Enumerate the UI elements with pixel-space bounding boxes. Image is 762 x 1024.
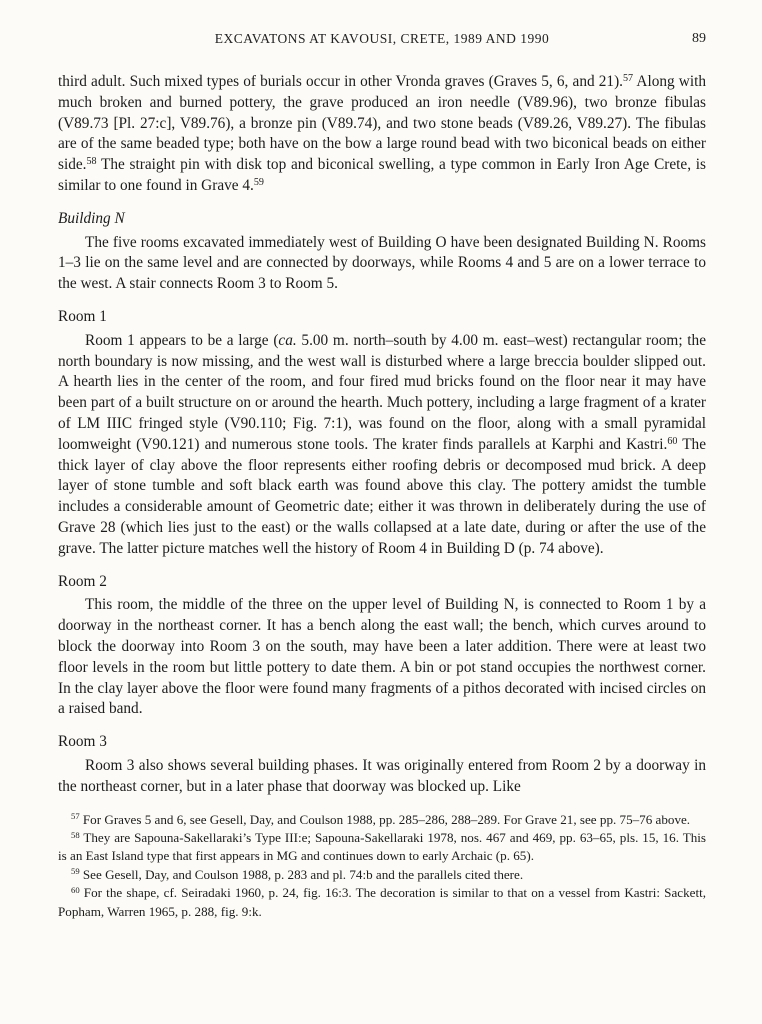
footnote-text: They are Sapouna-Sakellaraki’s Type III:e; Sapouna-Sakellaraki 1978, nos. 467 and 469, pp. 63–65, pls. 15, 16. This is an East Island type that first appears in MG and continues down to early Archaic (p. 65). [58,829,706,864]
section-heading: Building N [58,209,125,227]
footnote [58,866,706,884]
page-body [58,72,706,798]
footnotes [58,811,706,921]
footnote-text: For the shape, cf. Seiradaki 1960, p. 24, fig. 16:3. The decoration is similar to that on a vessel from Kastri: Sackett, Popham, Warren 1965, p. 288, fig. 9:k. [58,885,706,919]
footnote-number: 59 [71,866,80,877]
page-number: 89 [692,31,706,46]
page-header [58,30,706,48]
text-run: Along with much broken and burned pottery, the grave produced an iron needle (V89.96), two bronze fibulas (V89.73 [Pl. 27:c], V89.76), a bronze pin (V89.74), and two stone beads (V89.26, V89.27). The fibulas are of the same beaded type; both have on the bow a large round bead with two biconical beads on either side. [58,73,707,174]
italic-run: ca. [278,331,297,349]
footnote-text: See Gesell, Day, and Coulson 1988, p. 283 and pl. 74:b and the parallels cited there. [79,866,524,882]
footnote-ref: 57 [623,72,634,84]
text-run: Room 3 also shows several building phases. It was originally entered from Room 2 by a doorway in the northeast corner, but in a later phase that doorway was blocked up. Like [58,756,706,795]
footnote-number: 58 [71,829,80,840]
footnote-number: 60 [71,884,80,895]
footnote-text: For Graves 5 and 6, see Gesell, Day, and Coulson 1988, pp. 285–286, 288–289. For Grave 21, see pp. 75–76 above. [79,811,691,827]
text-run: The thick layer of clay above the floor represents either roofing debris or decomposed mud brick. A deep layer of stone tumble and soft black earth was found above this clay. The pottery amidst the tumble includes a considerable amount of Geometric date; either it was thrown in deliberately during the use of Grave 28 (which lies just to the east) or the walls collapsed at a late date, during or after the use of the grave. The latter picture matches well the history of Room 4 in Building D (p. 74 above). [58,435,706,557]
paragraph [58,72,706,197]
running-title: EXCAVATONS AT KAVOUSI, CRETE, 1989 AND 1990 [214,31,550,46]
text-run: Room 1 appears to be a large ( [85,331,279,349]
paragraph [58,756,706,798]
paragraph [58,233,706,295]
text-run: This room, the middle of the three on the upper level of Building N, is connected to Room 1 by a doorway in the northeast corner. It has a bench along the east wall; the bench, which curves around to block the doorway into Room 3 on the south, may have been a later addition. There were at least two floor levels in the room but little pottery to date them. A bin or pot stand occupies the northwest corner. In the clay layer above the floor were found many fragments of a pithos decorated with incised circles on a raised band. [58,596,706,718]
text-run: The five rooms excavated immediately west of Building O have been designated Building N. Rooms 1–3 lie on the same level and are connected by doorways, while Rooms 4 and 5 are on a lower terrace to the west. A stair connects Room 3 to Room 5. [58,233,706,293]
footnote [58,829,706,866]
footnote-number: 57 [71,811,80,822]
text-run: third adult. Such mixed types of burials occur in other Vronda graves (Graves 5, 6, and 21). [58,73,623,90]
section-heading: Room 2 [58,572,107,590]
footnote-ref: 60 [667,435,678,447]
footnote [58,811,706,829]
footnote-ref: 59 [253,176,264,188]
text-run: 5.00 m. north–south by 4.00 m. east–west) rectangular room; the north boundary is now missing, and the west wall is disturbed where a large breccia boulder slipped out. A hearth lies in the center of the room, and four fired mud bricks found on the floor near it may have been part of a built structure on or around the hearth. Much pottery, including a large fragment of a krater of LM IIIC fringed style (V90.110; Fig. 7:1), was found on the floor, along with a small pyramidal loomweight (V90.121) and numerous stone tools. The krater finds parallels at Karphi and Kastri. [58,331,706,453]
footnote-ref: 58 [86,156,97,168]
section-heading: Room 1 [58,307,107,325]
text-run: The straight pin with disk top and biconical swelling, a type common in Early Iron Age Crete, is similar to one found in Grave 4. [58,156,706,194]
paragraph [58,331,706,560]
section-heading: Room 3 [58,733,107,751]
paragraph [58,595,706,720]
footnote [58,884,706,921]
